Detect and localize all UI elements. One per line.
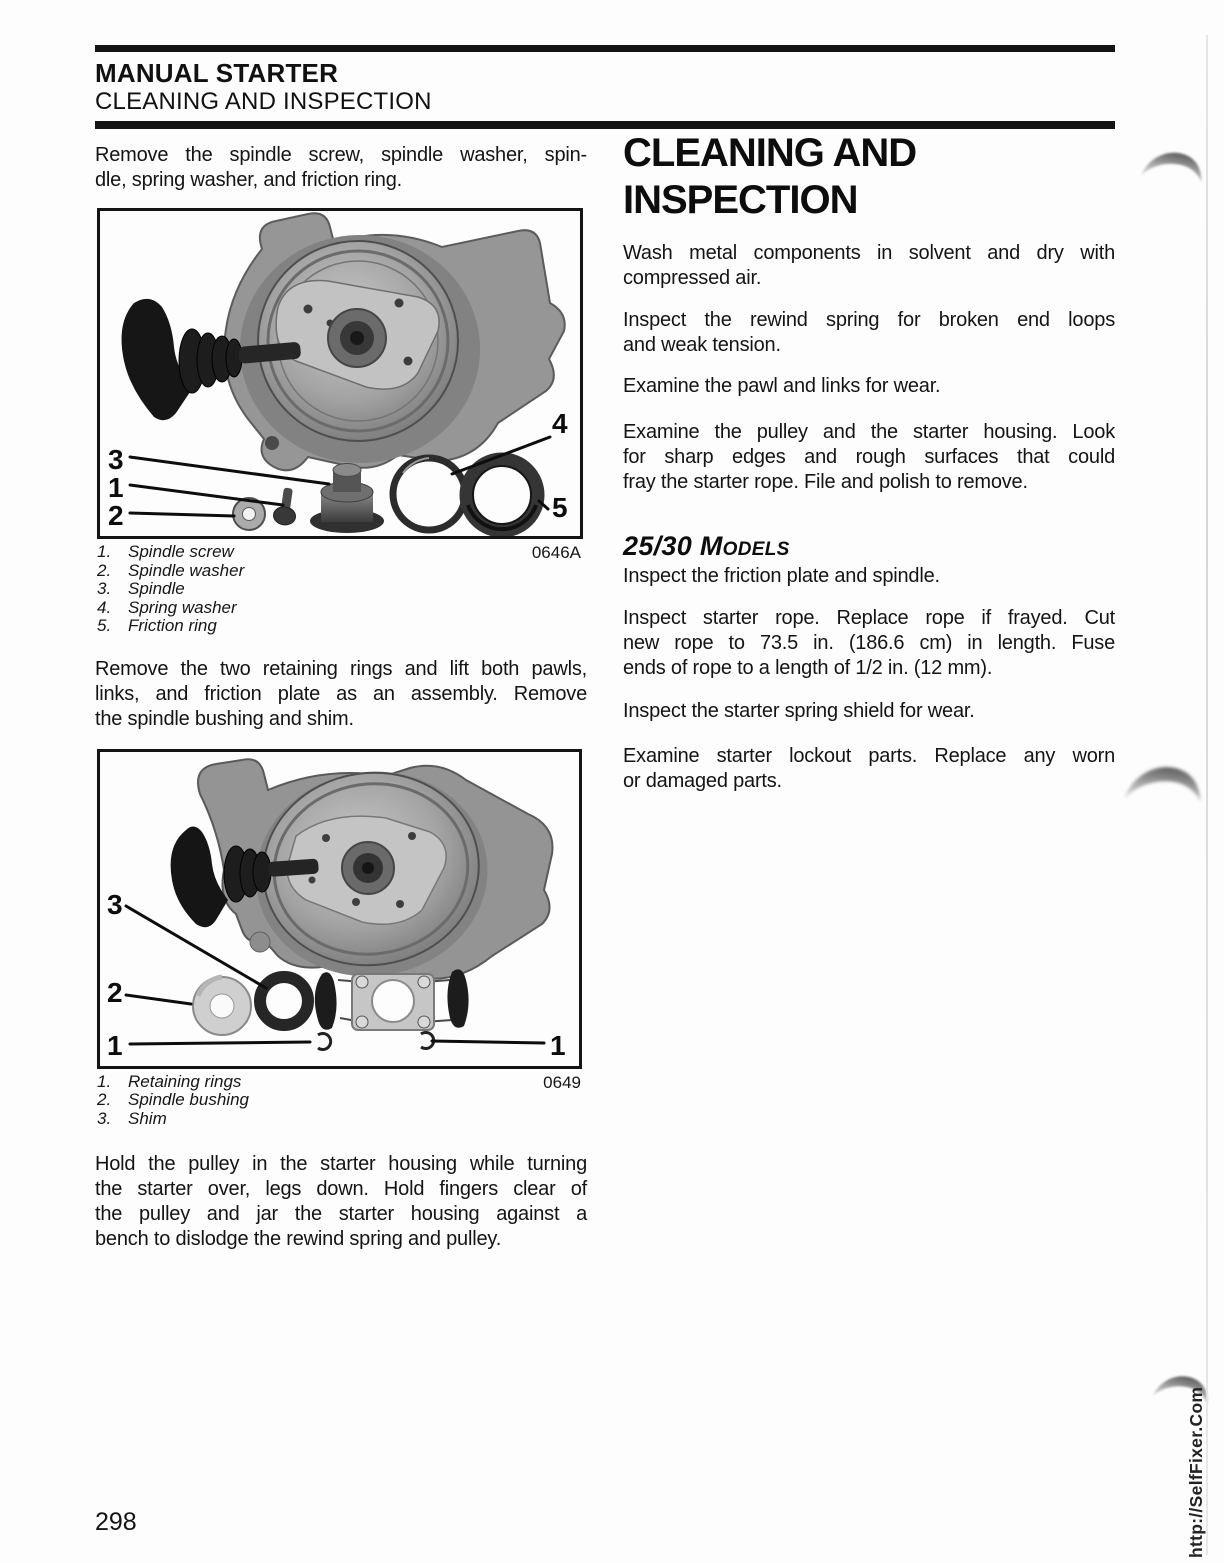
callout-1-left: 1	[107, 1029, 123, 1061]
caption-num: 2.	[97, 560, 112, 580]
caption-label: Spindle bushing	[128, 1090, 249, 1109]
callout-4: 4	[552, 408, 568, 439]
caption-label: Spindle screw	[128, 542, 234, 561]
starter-exploded-photo-2	[100, 752, 579, 1066]
caption-label: Spring washer	[128, 597, 237, 617]
caption-item	[97, 599, 587, 618]
paragraph-hold-pulley: Hold the pulley in the starter housing while turning the starter over, legs down. Hold fingers clear of the pulley and jar the starter housing against a bench to dislodge the rewind spring and pulley.	[95, 1153, 587, 1250]
page-number: 298	[95, 1508, 137, 1536]
section-title: CLEANING AND INSPECTION	[95, 88, 432, 115]
paragraph-pulley-housing: Examine the pulley and the starter housing. Look for sharp edges and rough surfaces that could fray the starter rope. File and polish to remove.	[623, 421, 1115, 493]
callout-5: 5	[552, 492, 568, 523]
callout-line-1-left	[130, 1042, 310, 1044]
housing-bolt	[265, 436, 279, 450]
shim-part	[260, 977, 308, 1025]
figure-code: 0646A	[531, 543, 581, 562]
caption-label: Spindle washer	[128, 560, 245, 580]
spindle-bushing-part	[193, 977, 251, 1035]
housing-ear	[250, 932, 270, 952]
caption-num: 1.	[97, 542, 112, 561]
page-header	[95, 45, 1115, 129]
header-rule-top	[95, 45, 1115, 52]
caption-num: 2.	[97, 1090, 112, 1109]
callout-3: 3	[108, 444, 124, 475]
callout-2: 2	[108, 500, 124, 531]
paragraph-rewind-spring: Inspect the rewind spring for broken end loops and weak tension.	[623, 309, 1115, 356]
caption-item	[97, 543, 587, 562]
watermark-url: http://SelfFixer.Com	[1186, 1386, 1206, 1558]
caption-item	[97, 1073, 587, 1092]
paragraph-spring-shield: Inspect the starter spring shield for wear.	[623, 700, 975, 722]
hub-center	[350, 331, 364, 345]
callout-1-right: 1	[550, 1029, 566, 1061]
callout-3: 3	[107, 888, 123, 920]
caption-label: Shim	[128, 1108, 167, 1128]
callout-1: 1	[108, 472, 124, 503]
figure-0646a	[97, 208, 583, 539]
spring-washer-part	[393, 458, 465, 530]
page-curl-shadow-top	[1136, 140, 1211, 201]
paragraph-starter-rope: Inspect starter rope. Replace rope if frayed. Cut new rope to 73.5 in. (186.6 cm) in length. Fuse ends of rope to a length of 1/2 in. (12 mm).	[623, 607, 1115, 679]
left-column	[95, 143, 587, 1252]
paragraph-friction-plate: Inspect the friction plate and spindle.	[623, 565, 940, 587]
caption-num: 5.	[97, 616, 112, 635]
header-rule-bottom	[95, 121, 1115, 129]
caption-item	[97, 1091, 587, 1110]
scan-edge-line	[1206, 35, 1208, 1555]
caption-num: 1.	[97, 1071, 112, 1091]
paragraph-pawl-links: Examine the pawl and links for wear.	[623, 375, 941, 397]
caption-label: Spindle	[128, 579, 185, 598]
paragraph-wash: Wash metal components in solvent and dry with compressed air.	[623, 242, 1115, 289]
callout-line-2	[130, 513, 234, 516]
paragraph-remove-spindle: Remove the spindle screw, spindle washer, spin- dle, spring washer, and friction ring.	[95, 144, 587, 191]
caption-item	[97, 617, 587, 636]
caption-item	[97, 562, 587, 581]
paragraph-lockout: Examine starter lockout parts. Replace any worn or damaged parts.	[623, 745, 1115, 792]
starter-exploded-photo-1	[100, 211, 580, 536]
figure-0646a-caption	[97, 543, 587, 636]
hub-center-2	[362, 862, 374, 874]
caption-num: 3.	[97, 579, 112, 598]
spindle-screw-part	[272, 487, 299, 527]
caption-num: 4.	[97, 597, 112, 617]
paragraph-retaining-rings: Remove the two retaining rings and lift both pawls, links, and friction plate as an assembly. Remove the spindle bushing and shim.	[95, 657, 587, 730]
page-curl-shadow-middle	[1118, 754, 1209, 823]
caption-label: Friction ring	[128, 616, 217, 635]
callout-line-2	[126, 995, 191, 1004]
callout-line-1-right	[432, 1041, 544, 1043]
main-heading: CLEANING AND INSPECTION	[623, 131, 917, 222]
caption-item	[97, 1110, 587, 1129]
caption-num: 3.	[97, 1108, 112, 1128]
models-subheading: 25/30 Models	[623, 531, 790, 561]
callout-2: 2	[107, 976, 123, 1008]
caption-label: Retaining rings	[128, 1071, 242, 1091]
caption-item	[97, 580, 587, 599]
chapter-title: MANUAL STARTER	[95, 58, 339, 88]
figure-0649-caption	[97, 1073, 587, 1129]
friction-ring-part	[466, 459, 538, 531]
figure-code: 0649	[543, 1072, 581, 1092]
spindle-part	[310, 464, 384, 534]
right-column	[623, 130, 1115, 794]
figure-0649	[97, 749, 582, 1069]
callout-line-1	[130, 485, 283, 505]
retaining-ring-clips	[318, 1032, 434, 1049]
